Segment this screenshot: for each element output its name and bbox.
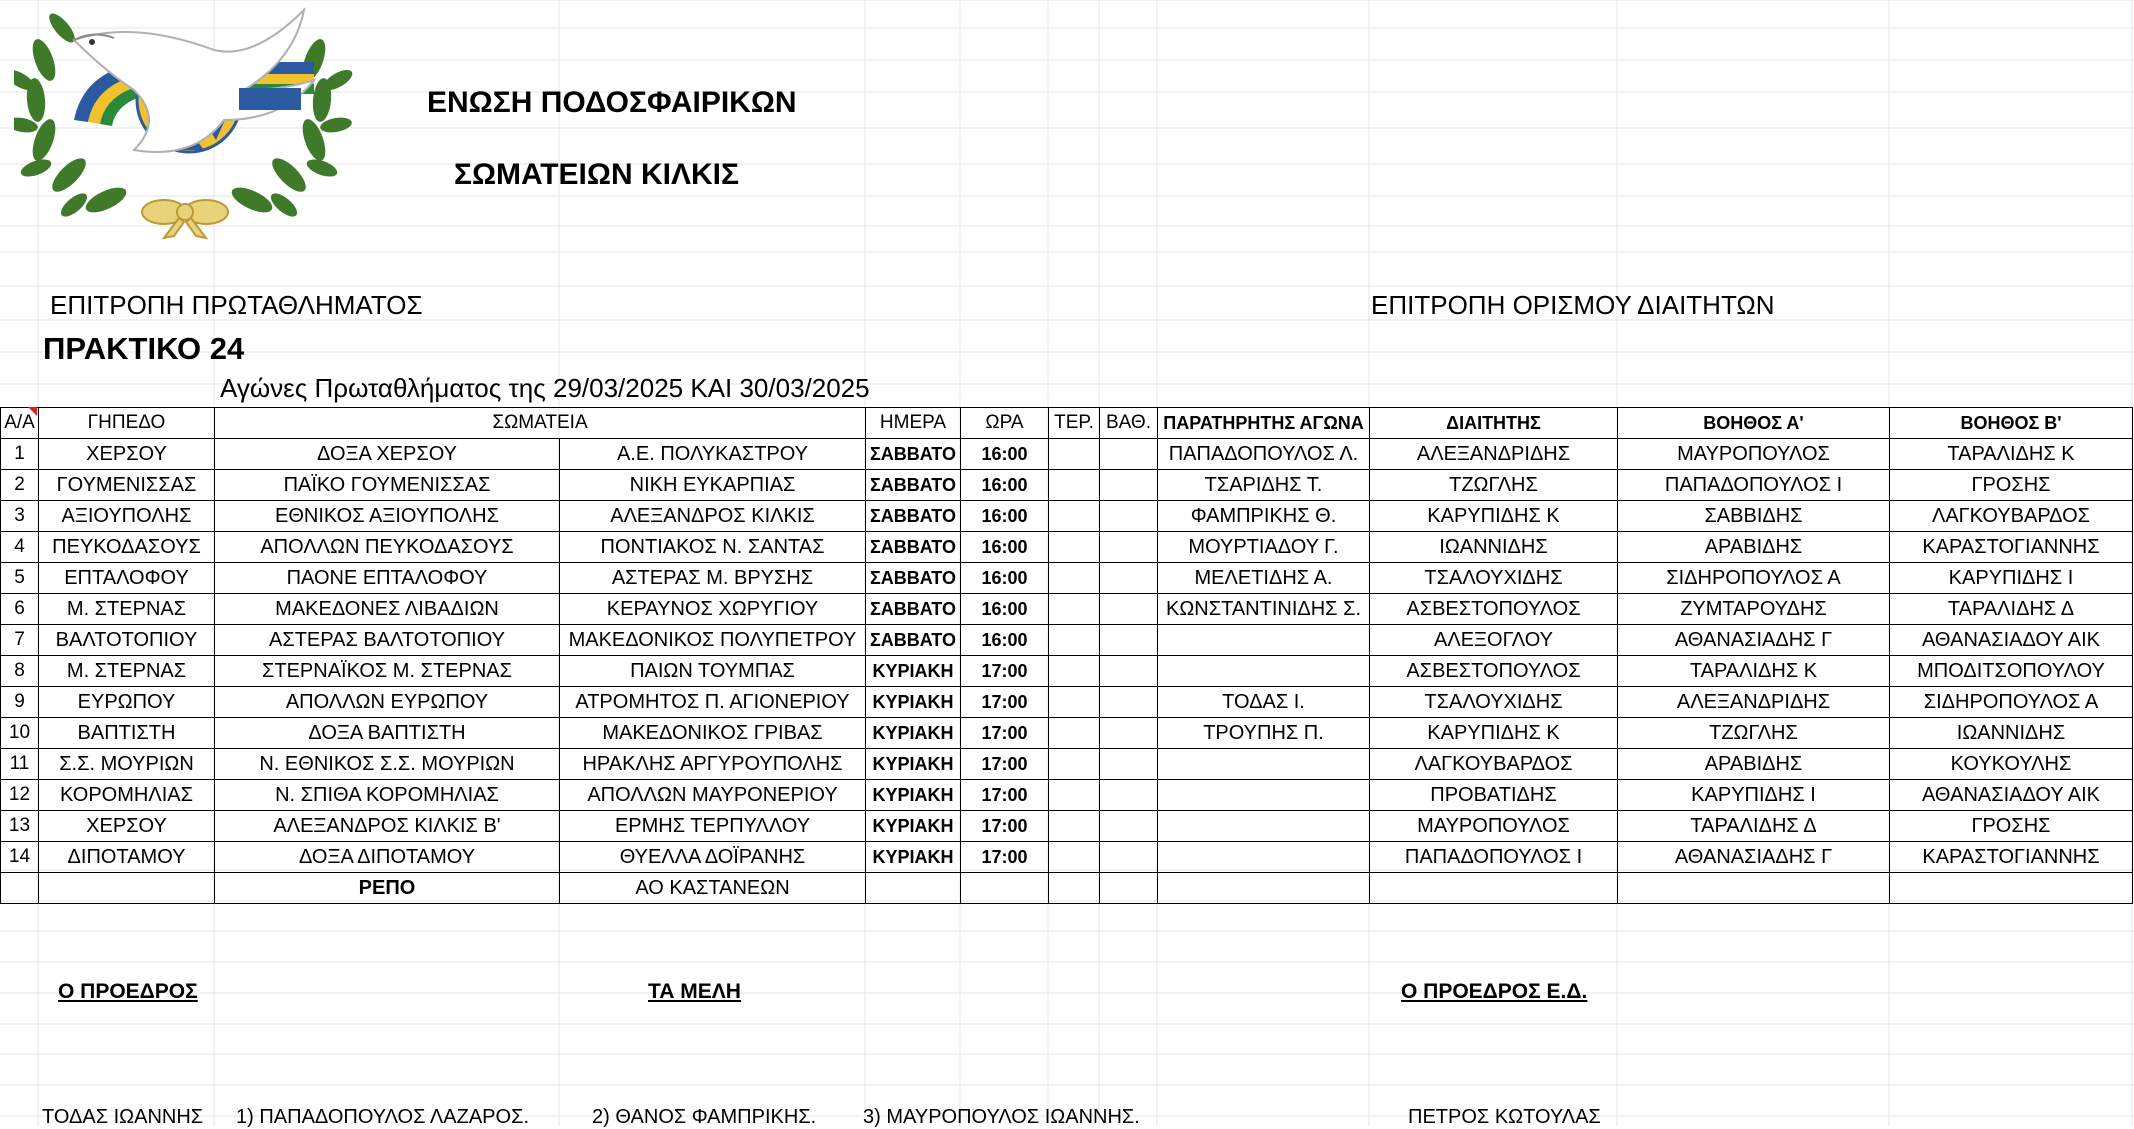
stadium-cell: ΧΕΡΣΟΥ	[39, 811, 215, 842]
observer-cell	[1158, 625, 1370, 656]
assistant-a-cell: ΑΡΑΒΙΔΗΣ	[1618, 532, 1890, 563]
vath-cell	[1100, 470, 1158, 501]
match-day-cell: ΚΥΡΙΑΚΗ	[866, 811, 961, 842]
row-number-cell: 1	[1, 439, 39, 470]
ter-cell	[1049, 811, 1100, 842]
match-day-cell: ΣΑΒΒΑΤΟ	[866, 439, 961, 470]
repo-empty-ter	[1049, 873, 1100, 904]
away-team-cell: ΘΥΕΛΛΑ ΔΟΪΡΑΝΗΣ	[560, 842, 866, 873]
stadium-cell: ΧΕΡΣΟΥ	[39, 439, 215, 470]
away-team-cell: ΑΣΤΕΡΑΣ Μ. ΒΡΥΣΗΣ	[560, 563, 866, 594]
table-row	[1, 780, 2133, 811]
assistant-a-cell: ΜΑΥΡΟΠΟΥΛΟΣ	[1618, 439, 1890, 470]
assistant-b-cell: ΚΑΡΑΣΤΟΓΙΑΝΝΗΣ	[1890, 842, 2133, 873]
assistant-b-cell: ΚΟΥΚΟΥΛΗΣ	[1890, 749, 2133, 780]
ter-cell	[1049, 718, 1100, 749]
col-header-assistant-a: ΒΟΗΘΟΣ Α'	[1618, 408, 1890, 439]
row-number-cell: 2	[1, 470, 39, 501]
ter-cell	[1049, 532, 1100, 563]
assistant-b-cell: ΜΠΟΔΙΤΣΟΠΟΥΛΟΥ	[1890, 656, 2133, 687]
stadium-cell: ΕΥΡΩΠΟΥ	[39, 687, 215, 718]
assistant-b-cell: ΓΡΟΣΗΣ	[1890, 811, 2133, 842]
away-team-cell: ΜΑΚΕΔΟΝΙΚΟΣ ΓΡΙΒΑΣ	[560, 718, 866, 749]
assistant-b-cell: ΛΑΓΚΟΥΒΑΡΔΟΣ	[1890, 501, 2133, 532]
observer-cell: ΜΕΛΕΤΙΔΗΣ Α.	[1158, 563, 1370, 594]
observer-cell	[1158, 811, 1370, 842]
observer-cell	[1158, 842, 1370, 873]
ter-cell	[1049, 470, 1100, 501]
home-team-cell: ΑΛΕΞΑΝΔΡΟΣ ΚΙΛΚΙΣ Β'	[215, 811, 560, 842]
referee-committee-label: ΕΠΙΤΡΟΠΗ ΟΡΙΣΜΟΥ ΔΙΑΙΤΗΤΩΝ	[1371, 290, 1775, 320]
vath-cell	[1100, 625, 1158, 656]
col-header-observer: ΠΑΡΑΤΗΡΗΤΗΣ ΑΓΩΝΑ	[1158, 408, 1370, 439]
home-team-cell: ΠΑΪΚΟ ΓΟΥΜΕΝΙΣΣΑΣ	[215, 470, 560, 501]
away-team-cell: ΕΡΜΗΣ ΤΕΡΠΥΛΛΟΥ	[560, 811, 866, 842]
vath-cell	[1100, 811, 1158, 842]
vath-cell	[1100, 718, 1158, 749]
referee-cell: ΑΛΕΞΟΓΛΟΥ	[1370, 625, 1618, 656]
table-row	[1, 594, 2133, 625]
away-team-cell: ΠΟΝΤΙΑΚΟΣ Ν. ΣΑΝΤΑΣ	[560, 532, 866, 563]
stadium-cell: Μ. ΣΤΕΡΝΑΣ	[39, 656, 215, 687]
table-row	[1, 811, 2133, 842]
home-team-cell: Ν. ΣΠΙΘΑ ΚΟΡΟΜΗΛΙΑΣ	[215, 780, 560, 811]
match-time-cell: 16:00	[961, 625, 1049, 656]
away-team-cell: ΗΡΑΚΛΗΣ ΑΡΓΥΡΟΥΠΟΛΗΣ	[560, 749, 866, 780]
observer-cell	[1158, 749, 1370, 780]
vath-cell	[1100, 532, 1158, 563]
row-number-cell: 12	[1, 780, 39, 811]
referee-cell: ΤΣΑΛΟΥΧΙΔΗΣ	[1370, 563, 1618, 594]
table-row	[1, 749, 2133, 780]
assistant-a-cell: ΑΡΑΒΙΔΗΣ	[1618, 749, 1890, 780]
stadium-cell: ΚΟΡΟΜΗΛΙΑΣ	[39, 780, 215, 811]
match-time-cell: 17:00	[961, 687, 1049, 718]
assistant-a-cell: ΣΑΒΒΙΔΗΣ	[1618, 501, 1890, 532]
home-team-cell: ΔΟΞΑ ΧΕΡΣΟΥ	[215, 439, 560, 470]
match-time-cell: 17:00	[961, 749, 1049, 780]
ter-cell	[1049, 439, 1100, 470]
assistant-b-cell: ΣΙΔΗΡΟΠΟΥΛΟΣ Α	[1890, 687, 2133, 718]
away-team-cell: Α.Ε. ΠΟΛΥΚΑΣΤΡΟΥ	[560, 439, 866, 470]
observer-cell: ΤΡΟΥΠΗΣ Π.	[1158, 718, 1370, 749]
match-day-cell: ΚΥΡΙΑΚΗ	[866, 842, 961, 873]
members-label: ΤΑ ΜΕΛΗ	[648, 980, 741, 1003]
observer-cell: ΦΑΜΠΡΙΚΗΣ Θ.	[1158, 501, 1370, 532]
stadium-cell: ΠΕΥΚΟΔΑΣΟΥΣ	[39, 532, 215, 563]
row-number-cell: 8	[1, 656, 39, 687]
home-team-cell: ΔΟΞΑ ΔΙΠΟΤΑΜΟΥ	[215, 842, 560, 873]
table-row	[1, 656, 2133, 687]
col-header-referee: ΔΙΑΙΤΗΤΗΣ	[1370, 408, 1618, 439]
home-team-cell: ΑΣΤΕΡΑΣ ΒΑΛΤΟΤΟΠΙΟΥ	[215, 625, 560, 656]
assistant-b-cell: ΑΘΑΝΑΣΙΑΔΟΥ ΑΙΚ	[1890, 625, 2133, 656]
stadium-cell: ΕΠΤΑΛΟΦΟΥ	[39, 563, 215, 594]
repo-empty-assistant-b	[1890, 873, 2133, 904]
assistant-b-cell: ΑΘΑΝΑΣΙΑΔΟΥ ΑΙΚ	[1890, 780, 2133, 811]
assistant-a-cell: ΤΑΡΑΛΙΔΗΣ Δ	[1618, 811, 1890, 842]
member-1-name: 1) ΠΑΠΑΔΟΠΟΥΛΟΣ ΛΑΖΑΡΟΣ.	[236, 1106, 529, 1128]
match-time-cell: 17:00	[961, 842, 1049, 873]
col-header-vath: ΒΑΘ.	[1100, 408, 1158, 439]
match-day-cell: ΣΑΒΒΑΤΟ	[866, 501, 961, 532]
assistant-a-cell: ΑΘΑΝΑΣΙΑΔΗΣ Γ	[1618, 625, 1890, 656]
vath-cell	[1100, 501, 1158, 532]
match-time-cell: 16:00	[961, 470, 1049, 501]
match-day-cell: ΚΥΡΙΑΚΗ	[866, 718, 961, 749]
assistant-a-cell: ΠΑΠΑΔΟΠΟΥΛΟΣ Ι	[1618, 470, 1890, 501]
away-team-cell: ΑΛΕΞΑΝΔΡΟΣ ΚΙΛΚΙΣ	[560, 501, 866, 532]
assistant-a-cell: ΑΛΕΞΑΝΔΡΙΔΗΣ	[1618, 687, 1890, 718]
referee-president-label: Ο ΠΡΟΕΔΡΟΣ Ε.Δ.	[1401, 980, 1588, 1003]
away-team-cell: ΝΙΚΗ ΕΥΚΑΡΠΙΑΣ	[560, 470, 866, 501]
col-header-aa: Α/Α	[1, 408, 39, 439]
referee-cell: ΠΡΟΒΑΤΙΔΗΣ	[1370, 780, 1618, 811]
observer-cell: ΜΟΥΡΤΙΑΔΟΥ Γ.	[1158, 532, 1370, 563]
vath-cell	[1100, 842, 1158, 873]
assistant-b-cell: ΓΡΟΣΗΣ	[1890, 470, 2133, 501]
vath-cell	[1100, 749, 1158, 780]
vath-cell	[1100, 439, 1158, 470]
match-time-cell: 17:00	[961, 718, 1049, 749]
away-team-cell: ΑΠΟΛΛΩΝ ΜΑΥΡΟΝΕΡΙΟΥ	[560, 780, 866, 811]
table-row	[1, 718, 2133, 749]
row-number-cell: 7	[1, 625, 39, 656]
assistant-a-cell: ΤΑΡΑΛΙΔΗΣ Κ	[1618, 656, 1890, 687]
assistant-a-cell: ΑΘΑΝΑΣΙΑΔΗΣ Γ	[1618, 842, 1890, 873]
col-header-stadium: ΓΗΠΕΔΟ	[39, 408, 215, 439]
match-time-cell: 16:00	[961, 532, 1049, 563]
match-time-cell: 17:00	[961, 656, 1049, 687]
away-team-cell: ΜΑΚΕΔΟΝΙΚΟΣ ΠΟΛΥΠΕΤΡΟΥ	[560, 625, 866, 656]
president-name: ΤΟΔΑΣ ΙΩΑΝΝΗΣ	[42, 1106, 204, 1128]
repo-empty-vath	[1100, 873, 1158, 904]
referee-cell: ΚΑΡΥΠΙΔΗΣ Κ	[1370, 501, 1618, 532]
away-team-cell: ΚΕΡΑΥΝΟΣ ΧΩΡΥΓΙΟΥ	[560, 594, 866, 625]
match-time-cell: 16:00	[961, 594, 1049, 625]
stadium-cell: Σ.Σ. ΜΟΥΡΙΩΝ	[39, 749, 215, 780]
home-team-cell: ΑΠΟΛΛΩΝ ΕΥΡΩΠΟΥ	[215, 687, 560, 718]
match-time-cell: 17:00	[961, 811, 1049, 842]
stadium-cell: ΓΟΥΜΕΝΙΣΣΑΣ	[39, 470, 215, 501]
ter-cell	[1049, 842, 1100, 873]
observer-cell: ΚΩΝΣΤΑΝΤΙΝΙΔΗΣ Σ.	[1158, 594, 1370, 625]
home-team-cell: ΕΘΝΙΚΟΣ ΑΞΙΟΥΠΟΛΗΣ	[215, 501, 560, 532]
referee-cell: ΑΣΒΕΣΤΟΠΟΥΛΟΣ	[1370, 594, 1618, 625]
referee-cell: ΠΑΠΑΔΟΠΟΥΛΟΣ Ι	[1370, 842, 1618, 873]
table-header-row	[1, 408, 2133, 439]
member-3-name: 3) ΜΑΥΡΟΠΟΥΛΟΣ ΙΩΑΝΝΗΣ.	[863, 1106, 1140, 1128]
ter-cell	[1049, 780, 1100, 811]
comment-indicator-icon	[28, 407, 37, 416]
table-row	[1, 563, 2133, 594]
match-day-cell: ΣΑΒΒΑΤΟ	[866, 625, 961, 656]
match-time-cell: 16:00	[961, 563, 1049, 594]
match-time-cell: 16:00	[961, 439, 1049, 470]
table-row	[1, 625, 2133, 656]
match-day-cell: ΚΥΡΙΑΚΗ	[866, 780, 961, 811]
referee-cell: ΚΑΡΥΠΙΔΗΣ Κ	[1370, 718, 1618, 749]
referee-cell: ΛΑΓΚΟΥΒΑΡΔΟΣ	[1370, 749, 1618, 780]
ter-cell	[1049, 594, 1100, 625]
fixtures-table	[0, 407, 2133, 904]
repo-empty-aa	[1, 873, 39, 904]
dove-football-laurel-logo	[14, 0, 374, 240]
stadium-cell: ΒΑΛΤΟΤΟΠΙΟΥ	[39, 625, 215, 656]
assistant-a-cell: ΤΖΩΓΛΗΣ	[1618, 718, 1890, 749]
row-number-cell: 3	[1, 501, 39, 532]
ter-cell	[1049, 563, 1100, 594]
vath-cell	[1100, 687, 1158, 718]
observer-cell: ΤΣΑΡΙΔΗΣ Τ.	[1158, 470, 1370, 501]
observer-cell: ΤΟΔΑΣ Ι.	[1158, 687, 1370, 718]
away-team-cell: ΠΑΙΩΝ ΤΟΥΜΠΑΣ	[560, 656, 866, 687]
table-row	[1, 687, 2133, 718]
match-day-cell: ΚΥΡΙΑΚΗ	[866, 656, 961, 687]
table-row	[1, 470, 2133, 501]
match-day-cell: ΣΑΒΒΑΤΟ	[866, 563, 961, 594]
assistant-b-cell: ΚΑΡΥΠΙΔΗΣ Ι	[1890, 563, 2133, 594]
observer-cell	[1158, 656, 1370, 687]
assistant-a-cell: ΚΑΡΥΠΙΔΗΣ Ι	[1618, 780, 1890, 811]
repo-empty-time	[961, 873, 1049, 904]
championship-committee-label: ΕΠΙΤΡΟΠΗ ΠΡΩΤΑΘΛΗΜΑΤΟΣ	[50, 290, 423, 320]
row-number-cell: 9	[1, 687, 39, 718]
row-number-cell: 13	[1, 811, 39, 842]
repo-row	[1, 873, 2133, 904]
referee-cell: ΜΑΥΡΟΠΟΥΛΟΣ	[1370, 811, 1618, 842]
home-team-cell: ΜΑΚΕΔΟΝΕΣ ΛΙΒΑΔΙΩΝ	[215, 594, 560, 625]
match-day-cell: ΣΑΒΒΑΤΟ	[866, 594, 961, 625]
repo-empty-referee	[1370, 873, 1618, 904]
vath-cell	[1100, 656, 1158, 687]
observer-cell: ΠΑΠΑΔΟΠΟΥΛΟΣ Λ.	[1158, 439, 1370, 470]
repo-empty-day	[866, 873, 961, 904]
home-team-cell: ΣΤΕΡΝΑΪΚΟΣ Μ. ΣΤΕΡΝΑΣ	[215, 656, 560, 687]
vath-cell	[1100, 780, 1158, 811]
president-label: Ο ΠΡΟΕΔΡΟΣ	[58, 980, 198, 1003]
ter-cell	[1049, 501, 1100, 532]
ter-cell	[1049, 687, 1100, 718]
table-row	[1, 439, 2133, 470]
row-number-cell: 10	[1, 718, 39, 749]
repo-empty-observer	[1158, 873, 1370, 904]
org-title-line2: ΣΩΜΑΤΕΙΩΝ ΚΙΛΚΙΣ	[454, 158, 739, 191]
ter-cell	[1049, 749, 1100, 780]
assistant-a-cell: ΖΥΜΤΑΡΟΥΔΗΣ	[1618, 594, 1890, 625]
row-number-cell: 11	[1, 749, 39, 780]
home-team-cell: ΔΟΞΑ ΒΑΠΤΙΣΤΗ	[215, 718, 560, 749]
stadium-cell: ΑΞΙΟΥΠΟΛΗΣ	[39, 501, 215, 532]
repo-empty-assistant-a	[1618, 873, 1890, 904]
referee-cell: ΤΣΑΛΟΥΧΙΔΗΣ	[1370, 687, 1618, 718]
org-title-line1: ΕΝΩΣΗ ΠΟΔΟΣΦΑΙΡΙΚΩΝ	[427, 86, 797, 119]
match-day-cell: ΚΥΡΙΑΚΗ	[866, 749, 961, 780]
referee-president-name: ΠΕΤΡΟΣ ΚΩΤΟΥΛΑΣ	[1408, 1106, 1601, 1128]
col-header-clubs: ΣΩΜΑΤΕΙΑ	[215, 408, 866, 439]
table-row	[1, 842, 2133, 873]
repo-empty-stadium	[39, 873, 215, 904]
repo-label: ΡΕΠΟ	[215, 873, 560, 904]
row-number-cell: 4	[1, 532, 39, 563]
ter-cell	[1049, 625, 1100, 656]
referee-cell: ΙΩΑΝΝΙΔΗΣ	[1370, 532, 1618, 563]
observer-cell	[1158, 780, 1370, 811]
assistant-b-cell: ΤΑΡΑΛΙΔΗΣ Δ	[1890, 594, 2133, 625]
col-header-assistant-b: ΒΟΗΘΟΣ Β'	[1890, 408, 2133, 439]
stadium-cell: Μ. ΣΤΕΡΝΑΣ	[39, 594, 215, 625]
home-team-cell: ΑΠΟΛΛΩΝ ΠΕΥΚΟΔΑΣΟΥΣ	[215, 532, 560, 563]
col-header-day: ΗΜΕΡΑ	[866, 408, 961, 439]
assistant-b-cell: ΤΑΡΑΛΙΔΗΣ Κ	[1890, 439, 2133, 470]
col-header-time: ΩΡΑ	[961, 408, 1049, 439]
home-team-cell: Ν. ΕΘΝΙΚΟΣ Σ.Σ. ΜΟΥΡΙΩΝ	[215, 749, 560, 780]
col-header-ter: ΤΕΡ.	[1049, 408, 1100, 439]
row-number-cell: 5	[1, 563, 39, 594]
member-2-name: 2) ΘΑΝΟΣ ΦΑΜΠΡΙΚΗΣ.	[592, 1106, 817, 1128]
away-team-cell: ΑΤΡΟΜΗΤΟΣ Π. ΑΓΙΟΝΕΡΙΟΥ	[560, 687, 866, 718]
assistant-b-cell: ΙΩΑΝΝΙΔΗΣ	[1890, 718, 2133, 749]
matches-subtitle: Αγώνες Πρωταθλήματος της 29/03/2025 ΚΑΙ 30/03/2025	[220, 373, 870, 403]
vath-cell	[1100, 594, 1158, 625]
match-day-cell: ΣΑΒΒΑΤΟ	[866, 470, 961, 501]
assistant-b-cell: ΚΑΡΑΣΤΟΓΙΑΝΝΗΣ	[1890, 532, 2133, 563]
stadium-cell: ΒΑΠΤΙΣΤΗ	[39, 718, 215, 749]
table-row	[1, 501, 2133, 532]
match-time-cell: 16:00	[961, 501, 1049, 532]
referee-cell: ΑΛΕΞΑΝΔΡΙΔΗΣ	[1370, 439, 1618, 470]
stadium-cell: ΔΙΠΟΤΑΜΟΥ	[39, 842, 215, 873]
match-day-cell: ΚΥΡΙΑΚΗ	[866, 687, 961, 718]
referee-cell: ΤΖΩΓΛΗΣ	[1370, 470, 1618, 501]
table-row	[1, 532, 2133, 563]
minutes-number: ΠΡΑΚΤΙΚΟ 24	[43, 331, 245, 366]
home-team-cell: ΠΑΟΝΕ ΕΠΤΑΛΟΦΟΥ	[215, 563, 560, 594]
repo-team: ΑΟ ΚΑΣΤΑΝΕΩΝ	[560, 873, 866, 904]
row-number-cell: 14	[1, 842, 39, 873]
ter-cell	[1049, 656, 1100, 687]
referee-cell: ΑΣΒΕΣΤΟΠΟΥΛΟΣ	[1370, 656, 1618, 687]
row-number-cell: 6	[1, 594, 39, 625]
match-day-cell: ΣΑΒΒΑΤΟ	[866, 532, 961, 563]
assistant-a-cell: ΣΙΔΗΡΟΠΟΥΛΟΣ Α	[1618, 563, 1890, 594]
vath-cell	[1100, 563, 1158, 594]
match-time-cell: 17:00	[961, 780, 1049, 811]
